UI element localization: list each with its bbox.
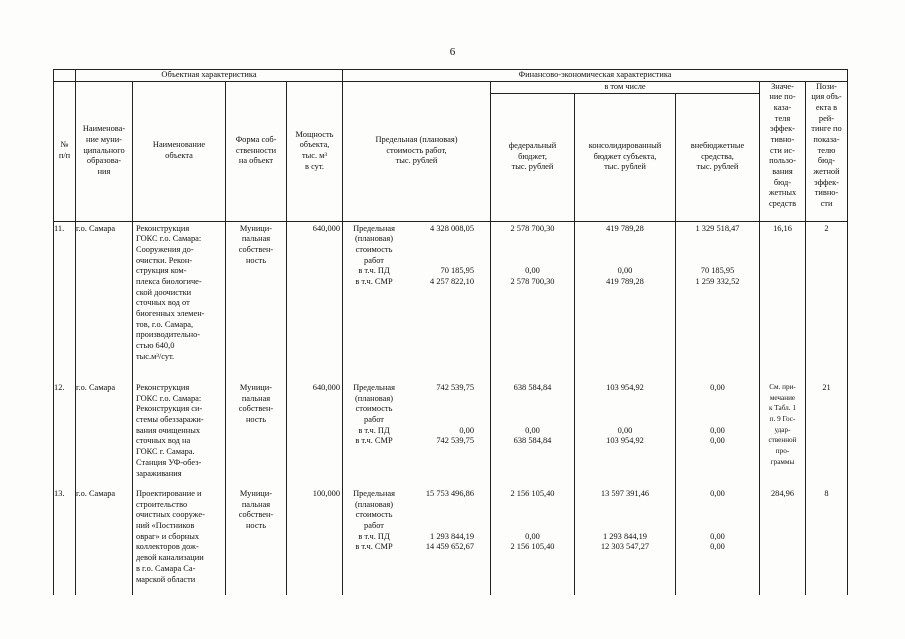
header-col-value-line: тивно- [770, 134, 795, 144]
row-cost-total: 4 257 822,10 [430, 276, 474, 286]
row-object-name-line: Реконструкция [136, 383, 190, 392]
header-col-capacity-line: тыс. м³ [301, 151, 327, 160]
header-col-value-line: теля [774, 113, 791, 123]
header-col-cost-line: стоимость работ, [386, 145, 447, 155]
row-cost-wrap [343, 489, 490, 553]
row-cost-totals [405, 489, 490, 553]
row-object-name-line: коллекторов дож- [136, 542, 199, 552]
header-col-capacity-line: Мощность [295, 129, 334, 139]
row-federal-value [491, 415, 574, 426]
header-group-row [54, 70, 848, 82]
row-object-name-line: в г.о. Самара Са- [136, 563, 196, 573]
row-capacity-text: 100,000 [312, 489, 340, 498]
row-cost-labels [343, 224, 405, 288]
row-cost-total [405, 404, 474, 415]
header-col-value-line: вания [772, 167, 793, 176]
row-object-name-line: Реконструкция си- [136, 404, 203, 414]
row-ownership-line: собствен- [238, 510, 274, 520]
row-efficiency-value-line: мечание [769, 393, 796, 402]
row-federal-value: 2 578 700,30 [510, 276, 555, 286]
row-object-name-line: Реконструкция [136, 223, 190, 233]
header-col-extrabudget-line: внебюджетные [690, 140, 745, 150]
row-rating-position-text: 8 [824, 489, 829, 498]
row-cost-total: 742 539,75 [436, 436, 474, 446]
row-object-name-line: тов, г.о. Самара, [136, 319, 194, 329]
row-object-name-line: марской области [136, 574, 196, 584]
row-extrabudget-value [676, 521, 759, 532]
row-consolidated-value [575, 256, 675, 267]
header-col-capacity [287, 81, 343, 221]
row-federal-value [491, 234, 574, 245]
row-consolidated-value [575, 521, 675, 532]
row-cost-total [405, 510, 474, 521]
row-object-name-line: строительство [136, 499, 188, 509]
row-efficiency-value-line: См. при- [769, 383, 796, 391]
row-consolidated-value [575, 404, 675, 415]
row-object-name-line: овраг» и сборных [136, 531, 200, 541]
row-municipality [76, 221, 133, 381]
header-col-federal-line: федеральный [508, 140, 557, 150]
row-object-name [133, 381, 226, 487]
row-cost [343, 487, 491, 595]
header-col-municipality-line: Наименова- [82, 124, 126, 134]
row-cost-label: стоимость [355, 510, 393, 520]
row-consolidated-value: 12 303 547,27 [600, 542, 650, 552]
row-cost-label: стоимость [355, 404, 393, 414]
row-ownership-line: ность [245, 521, 267, 531]
header-col-name-line: объекта [165, 151, 193, 160]
row-cost-wrap [343, 224, 490, 288]
header-col-value-line: жетных [768, 188, 797, 198]
row-cost-label: Предельная [353, 383, 395, 392]
header-col-value-line: эффек- [770, 124, 795, 134]
header-col-municipality-line: ципального [83, 145, 125, 155]
header-col-municipality-line: ние муни- [85, 134, 122, 144]
row-ownership [226, 381, 287, 487]
row-cost-label: (плановая) [354, 499, 394, 509]
row-ownership-line: собствен- [238, 404, 274, 414]
row-object-name-line: плекса биологиче- [136, 276, 202, 286]
header-col-num-line: № [60, 140, 69, 150]
row-object-name-line: тыс.м³/сут. [136, 351, 175, 361]
header-including: в том числе [491, 81, 760, 93]
row-extrabudget [676, 381, 760, 487]
row-cost-totals [405, 383, 490, 447]
row-federal-value: 0,00 [525, 266, 540, 276]
header-col-position-line: ция объ- [811, 92, 842, 102]
row-efficiency-value-line: к Табл. 1 [769, 404, 796, 413]
row-federal-value [491, 500, 574, 511]
row-ownership-line: Муници- [239, 383, 273, 392]
header-col-value-line: бюд- [773, 177, 792, 187]
row-cost-label: в т.ч. СМР [355, 436, 393, 446]
row-consolidated-value [575, 234, 675, 245]
header-col-position-line: жетной [813, 167, 840, 176]
row-capacity [287, 221, 343, 381]
row-ownership-line: пальная [241, 234, 271, 244]
header-col-position-line: тинге по [811, 124, 842, 134]
row-cost-total: 0,00 [459, 425, 474, 435]
row-cost-total [405, 394, 474, 405]
row-efficiency-value [760, 487, 806, 595]
header-col-capacity-line: в сут. [305, 161, 324, 171]
row-cost-label: Предельная [353, 223, 395, 233]
row-extrabudget-value [676, 234, 759, 245]
row-cost-label: в т.ч. ПД [358, 531, 390, 541]
header-col-cost [343, 81, 491, 221]
row-cost-label: в т.ч. ПД [358, 266, 390, 276]
row-extrabudget-value: 0,00 [710, 531, 725, 541]
header-blank [54, 70, 76, 82]
row-efficiency-value-line: удар- [774, 425, 791, 434]
row-cost-labels [343, 383, 405, 447]
row-federal-value: 2 156 105,40 [510, 489, 555, 498]
row-consolidated-value: 13 597 391,46 [600, 489, 650, 498]
row-cost-totals [405, 224, 490, 288]
row-efficiency-value-line: про- [775, 447, 790, 456]
header-col-name [133, 81, 226, 221]
row-ownership-line: Муници- [239, 223, 273, 233]
row-consolidated-value: 0,00 [617, 266, 633, 276]
header-col-extrabudget-line: средства, [701, 151, 734, 161]
row-cost-total [405, 521, 474, 532]
row-consolidated-value [575, 394, 675, 405]
header-col-num-line: п/п [58, 151, 71, 160]
row-ownership-line: Муници- [239, 489, 273, 498]
row-object-name-line: ГОКС г.о. Самара: [136, 234, 202, 244]
row-number [54, 221, 76, 381]
header-col-position-line: екта в [815, 102, 838, 112]
row-cost-total: 70 185,95 [440, 266, 474, 276]
row-federal [491, 381, 575, 487]
row-federal [491, 487, 575, 595]
row-cost-total [405, 234, 474, 245]
row-number [54, 487, 76, 595]
row-efficiency-value-line: граммы [770, 457, 795, 466]
header-col-position-line: телю [817, 145, 836, 155]
row-federal-value [491, 256, 574, 267]
row-object-name-line: производительно- [136, 330, 201, 340]
row-object-name-line: девой канализации [136, 553, 204, 563]
row-consolidated [575, 221, 676, 381]
row-extrabudget-value [676, 415, 759, 426]
row-object-name-line: стью 640,0 [136, 341, 175, 351]
header-col-ownership-line: Форма соб- [235, 134, 277, 144]
row-capacity-text: 640,000 [312, 383, 340, 392]
row-cost-label: работ [364, 255, 384, 265]
row-ownership [226, 487, 287, 595]
header-col-position-line: рей- [818, 113, 835, 123]
header-col-position-line: тивно- [814, 188, 839, 198]
row-consolidated-value: 103 954,92 [606, 436, 644, 446]
header-col-name-line: Наименование [152, 140, 206, 150]
row-federal-value: 2 156 105,40 [510, 542, 555, 552]
row-consolidated-value: 419 789,28 [606, 276, 644, 286]
row-extrabudget-value: 0,00 [710, 489, 725, 498]
row-municipality [76, 381, 133, 487]
row-cost [343, 221, 491, 381]
row-object-name-line: сточных вод от [136, 298, 190, 308]
row-extrabudget [676, 487, 760, 595]
header-col-municipality [76, 81, 133, 221]
table-row [54, 381, 848, 487]
row-cost-total [405, 415, 474, 426]
header-col-value-line: пользо- [769, 156, 796, 166]
row-rating-position [806, 487, 848, 595]
row-efficiency-value-line: 284,96 [770, 489, 795, 498]
row-efficiency-value-line: ственной [768, 436, 797, 445]
row-ownership-line: ность [245, 255, 267, 265]
row-object-name-line: стемы обеззаражи- [136, 415, 204, 425]
row-federal-value [491, 394, 574, 405]
row-number [54, 381, 76, 487]
row-cost-wrap [343, 383, 490, 447]
row-object-name-line: Станция УФ-обез- [136, 457, 202, 467]
row-federal [491, 221, 575, 381]
row-consolidated-value: 1 293 844,19 [603, 531, 647, 541]
row-object-name-line: Проектирование и [136, 489, 202, 498]
row-rating-position [806, 221, 848, 381]
row-municipality-text: г.о. Самара [76, 223, 116, 233]
header-col-consolidated-line: тыс. рублей [604, 162, 646, 172]
row-cost-label: стоимость [355, 244, 393, 254]
row-rating-position [806, 381, 848, 487]
header-object-group: Объектная характеристика [76, 70, 343, 82]
row-consolidated-value [575, 500, 675, 511]
header-col-consolidated [575, 93, 676, 221]
row-extrabudget-value [676, 256, 759, 267]
row-federal-value [491, 404, 574, 415]
row-cost-total [405, 256, 474, 267]
row-efficiency-value [760, 381, 806, 487]
row-object-name-line: струкция ком- [136, 266, 187, 276]
header-col-value-line: средств [768, 199, 797, 209]
row-cost-label: в т.ч. СМР [355, 542, 393, 552]
table-row [54, 487, 848, 595]
row-federal-value [491, 245, 574, 256]
header-col-federal-line: тыс. рублей [511, 162, 554, 172]
row-object-name-line: ГОКС г.о. Самара: [136, 393, 202, 403]
header-col-federal-line: бюджет, [518, 151, 547, 161]
row-cost-label: (плановая) [354, 234, 394, 244]
row-consolidated-value: 0,00 [617, 425, 633, 435]
row-cost-label: в т.ч. ПД [358, 425, 390, 435]
row-consolidated [575, 381, 676, 487]
row-extrabudget-value: 1 259 332,52 [695, 276, 740, 286]
header-col-position-line: Пози- [816, 81, 837, 91]
row-consolidated-value: 419 789,28 [606, 223, 644, 233]
header-col-extrabudget [676, 93, 760, 221]
row-object-name-line: ний «Постников [136, 521, 195, 531]
header-col-value-line: сти ис- [770, 145, 795, 155]
header-col-position-line: бюд- [817, 156, 836, 166]
row-cost-total [405, 500, 474, 511]
row-extrabudget-value [676, 404, 759, 415]
row-rating-position-text: 21 [822, 383, 831, 392]
row-cost-label: работ [364, 521, 384, 531]
row-municipality-text: г.о. Самара [76, 489, 116, 498]
row-extrabudget-value [676, 245, 759, 256]
header-col-municipality-line: ния [97, 167, 111, 177]
row-cost-total: 1 293 844,19 [430, 531, 474, 541]
header-finance-group: Финансово-экономическая характеристика [343, 70, 848, 82]
header-col-municipality-line: образова- [86, 156, 122, 166]
row-number-text: 13. [54, 489, 65, 498]
row-extrabudget-value: 1 329 518,47 [695, 223, 740, 233]
row-object-name-line: ГОКС г. Самара. [136, 447, 195, 457]
row-extrabudget-value: 0,00 [710, 383, 725, 392]
row-cost-label: Предельная [353, 489, 395, 498]
row-extrabudget-value [676, 510, 759, 521]
row-federal-value: 2 578 700,30 [510, 223, 555, 233]
row-cost-label: (плановая) [354, 393, 394, 403]
table-row [54, 221, 848, 381]
header-col-consolidated-line: консолидированный [588, 140, 662, 150]
row-object-name-line: сточных вод на [136, 436, 191, 446]
header-col-value-line: Значе- [771, 81, 794, 91]
row-consolidated [575, 487, 676, 595]
row-federal-value: 638 584,84 [513, 436, 552, 446]
row-consolidated-value: 103 954,92 [606, 383, 644, 392]
row-municipality-text: г.о. Самара [76, 383, 116, 392]
row-efficiency-value [760, 221, 806, 381]
investment-table [53, 69, 848, 595]
header-col-federal [491, 93, 575, 221]
row-municipality [76, 487, 133, 595]
row-federal-value: 0,00 [525, 425, 540, 435]
header-col-position [806, 81, 848, 221]
row-extrabudget [676, 221, 760, 381]
row-cost-total: 742 539,75 [436, 383, 474, 392]
row-object-name-line: ской доочистки [136, 287, 192, 297]
row-extrabudget-value: 0,00 [710, 542, 725, 552]
row-ownership [226, 221, 287, 381]
row-object-name [133, 487, 226, 595]
row-extrabudget-value: 0,00 [710, 436, 725, 446]
row-number-text: 11. [54, 223, 65, 233]
row-ownership-line: ность [245, 415, 267, 425]
header-col-position-line: сти [820, 199, 833, 209]
header-col-num [54, 81, 76, 221]
header-col-value-line: каза- [773, 102, 792, 112]
row-cost-label: в т.ч. СМР [355, 276, 393, 286]
row-object-name-line: очистных сооруже- [136, 510, 205, 520]
row-extrabudget-value [676, 394, 759, 405]
row-cost-total: 4 328 008,05 [430, 223, 474, 233]
header-col-consolidated-line: бюджет субъекта, [593, 151, 657, 161]
row-extrabudget-value: 0,00 [710, 425, 725, 435]
row-object-name-line: зараживания [136, 468, 182, 478]
row-capacity-text: 640,000 [312, 223, 340, 233]
row-cost-total [405, 245, 474, 256]
row-extrabudget-value [676, 500, 759, 511]
row-ownership-line: собствен- [238, 244, 274, 254]
header-col-extrabudget-line: тыс. рублей [696, 162, 739, 172]
row-number-text: 12. [54, 383, 65, 392]
row-cost [343, 381, 491, 487]
page-number: 6 [449, 46, 456, 58]
row-federal-value [491, 521, 574, 532]
row-consolidated-value [575, 245, 675, 256]
header-col-cost-line: Предельная (плановая) [375, 134, 458, 144]
row-object-name-line: Сооружения до- [136, 244, 194, 254]
header-col-ownership-line: ственности [235, 145, 277, 155]
header-col-capacity-line: объекта, [299, 140, 330, 150]
row-ownership-line: пальная [241, 393, 271, 403]
header-col-ownership-line: на объект [238, 156, 274, 166]
row-capacity [287, 487, 343, 595]
row-object-name-line: вания очищенных [136, 425, 201, 435]
header-col-cost-line: тыс. рублей [395, 156, 438, 166]
row-rating-position-text: 2 [824, 223, 829, 233]
row-federal-value: 638 584,84 [513, 383, 552, 392]
row-object-name-line: биогенных элемен- [136, 309, 205, 318]
row-consolidated-value [575, 415, 675, 426]
header-col-position-line: эффек- [814, 177, 839, 187]
row-cost-label: работ [364, 415, 384, 425]
row-capacity [287, 381, 343, 487]
row-cost-labels [343, 489, 405, 553]
row-cost-total: 14 459 652,67 [425, 542, 474, 552]
row-federal-value [491, 510, 574, 521]
row-consolidated-value [575, 510, 675, 521]
header-col-value-line: ние по- [769, 92, 796, 102]
row-efficiency-value-line: п. 9 Гос- [769, 415, 796, 424]
row-extrabudget-value: 70 185,95 [700, 266, 735, 276]
row-federal-value: 0,00 [525, 531, 540, 541]
header-col-value [760, 81, 806, 221]
row-object-name-line: очистки. Рекон- [136, 255, 193, 265]
row-object-name [133, 221, 226, 381]
row-cost-total: 15 753 496,86 [425, 489, 474, 498]
row-ownership-line: пальная [241, 499, 271, 509]
header-col-ownership [226, 81, 287, 221]
row-efficiency-value-line: 16,16 [773, 223, 792, 233]
header-col-position-line: показа- [813, 134, 840, 144]
